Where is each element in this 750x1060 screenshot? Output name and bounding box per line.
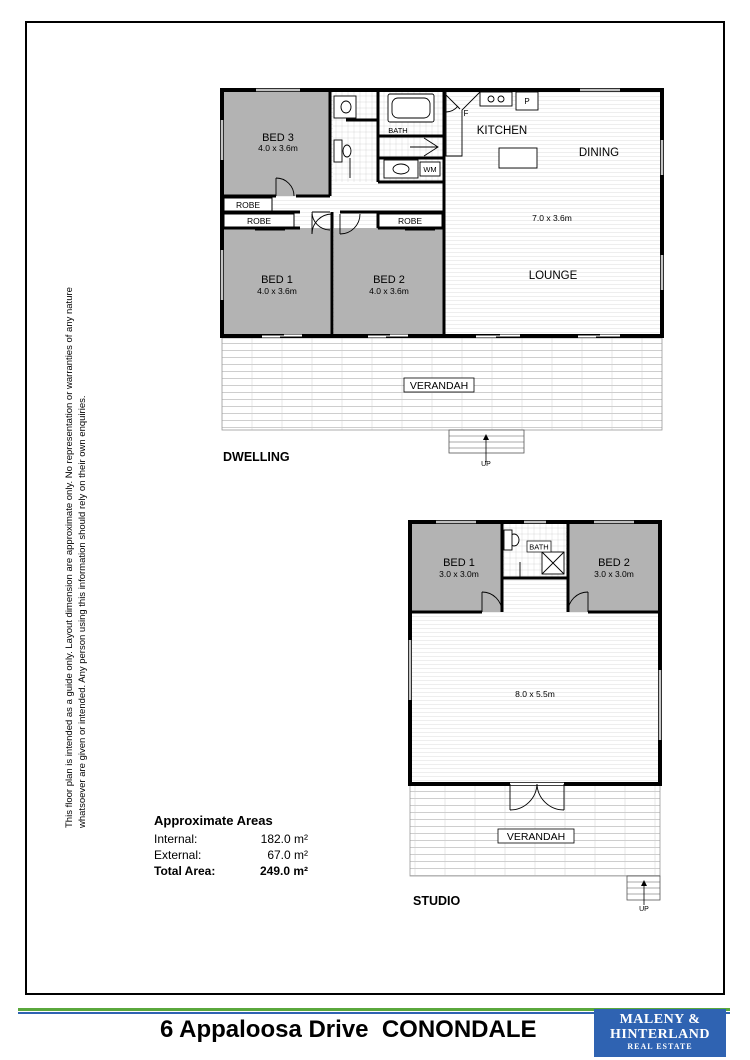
dining-label: DINING [578, 147, 620, 159]
robe-bed3-label: ROBE [235, 200, 261, 210]
areas-row-total [154, 864, 308, 880]
dwelling-up-label: UP [481, 461, 491, 468]
wm-label: WM [423, 165, 437, 174]
agency-logo [594, 1009, 726, 1057]
logo-line1: MALENY & [619, 1012, 701, 1027]
studio-up-label: UP [639, 906, 649, 913]
bed1-size: 4.0 x 3.6m [257, 286, 297, 296]
areas-row-internal [154, 832, 308, 848]
logo-line2: HINTERLAND [610, 1027, 710, 1042]
bed2-label: BED 2 [373, 274, 405, 286]
areas-summary [154, 813, 308, 880]
studio-bed1-size: 3.0 x 3.0m [439, 569, 479, 579]
disclaimer-text: This floor plan is intended as a guide only. Layout dimension are approximate only. No representation or warranties of any nature whatsoever are given or intended. Any person using this information should rely on their own enquiries. [64, 287, 88, 828]
dwelling-title: DWELLING [223, 450, 290, 464]
bath-label: BATH [388, 126, 408, 135]
total-label: Total Area: [154, 864, 216, 878]
external-label: External: [154, 848, 202, 862]
internal-value: 182.0 m² [260, 832, 308, 846]
studio-bed2-label: BED 2 [598, 557, 630, 569]
dwelling-verandah-label: VERANDAH [409, 380, 469, 392]
areas-row-external [154, 848, 308, 864]
logo-line3: REAL ESTATE [627, 1042, 693, 1051]
dwelling-steps [449, 430, 524, 462]
studio-bath-label: BATH [529, 542, 549, 552]
studio-title: STUDIO [413, 894, 461, 908]
robe-bed2-label: ROBE [397, 216, 423, 226]
studio-bed1-label: BED 1 [443, 557, 475, 569]
lounge-label: LOUNGE [528, 270, 578, 282]
internal-label: Internal: [154, 832, 198, 846]
property-address: 6 Appaloosa Drive CONONDALE [160, 1016, 537, 1043]
studio-plan [409, 521, 661, 913]
living-size: 7.0 x 3.6m [532, 213, 572, 223]
bed3-label: BED 3 [262, 132, 294, 144]
robe-bed1-label: ROBE [246, 216, 272, 226]
kitchen-label: KITCHEN [476, 125, 528, 137]
bed2-size: 4.0 x 3.6m [369, 286, 409, 296]
fridge-label: F [463, 109, 469, 118]
external-value: 67.0 m² [267, 848, 308, 862]
studio-main-size: 8.0 x 5.5m [515, 689, 555, 699]
dwelling-plan [221, 89, 663, 468]
total-value: 249.0 m² [259, 864, 308, 878]
studio-steps [627, 876, 660, 905]
areas-heading: Approximate Areas [154, 813, 273, 828]
studio-verandah-label: VERANDAH [506, 831, 566, 843]
bed1-label: BED 1 [261, 274, 293, 286]
studio-bed2-size: 3.0 x 3.0m [594, 569, 634, 579]
pantry-label: P [524, 97, 530, 106]
bed3-size: 4.0 x 3.6m [258, 143, 298, 153]
